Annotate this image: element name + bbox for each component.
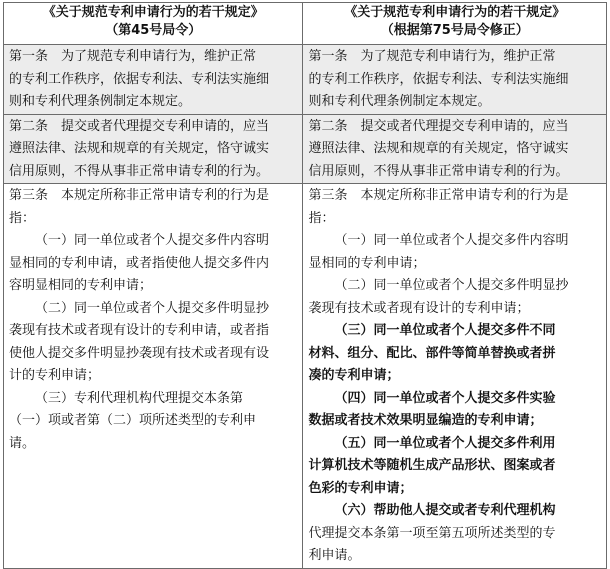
article-3-right-item-5: （五）同一单位或者个人提交多件利用 bbox=[334, 435, 556, 451]
article-3-left-line: 使他人提交多件明显抄袭现有技术或者现有设 bbox=[9, 345, 270, 361]
header-row bbox=[4, 3, 607, 45]
article-3-right-line: 利申请。 bbox=[308, 548, 361, 563]
article-3-left-line: 指： bbox=[9, 210, 36, 226]
article-1-left bbox=[4, 45, 303, 115]
article-3-left-item-1: （一）同一单位或者个人提交多件内容明 bbox=[35, 233, 270, 248]
article-3-right-item-1: （一）同一单位或者个人提交多件内容明 bbox=[334, 233, 569, 248]
article-2-row bbox=[4, 114, 607, 184]
header-left bbox=[4, 3, 303, 45]
article-3-right-item-4: （四）同一单位或者个人提交多件实验 bbox=[334, 390, 556, 406]
article-2-right-line: 遵照法律、法规和规章的有关规定，恪守诚实 bbox=[308, 141, 569, 156]
article-3-right-line: 凑的专利申请； bbox=[308, 368, 400, 383]
article-3-left-line: 袭现有技术或者现有设计的专利申请，或者指 bbox=[9, 323, 270, 338]
comparison-table bbox=[3, 2, 607, 569]
header-left-subtitle: （第45号局令） bbox=[105, 23, 202, 38]
article-3-right-item-6: （六）帮助他人提交或者专利代理机构 bbox=[334, 503, 556, 518]
article-3-left bbox=[4, 184, 303, 569]
article-3-left-line: 第三条 本规定所称非正常申请专利的行为是 bbox=[9, 188, 270, 203]
header-right bbox=[303, 3, 607, 45]
article-3-right-line: 袭现有技术或者现有设计的专利申请； bbox=[308, 300, 530, 316]
article-3-right-item-2: （二）同一单位或者个人提交多件明显抄 bbox=[334, 278, 569, 293]
article-3-left-item-3: （三）专利代理机构代理提交本条第 bbox=[35, 390, 244, 406]
article-2-right-line: 信用原则，不得从事非正常申请专利的行为。 bbox=[308, 163, 569, 179]
article-3-right-line: 指： bbox=[308, 210, 335, 226]
article-1-right-line: 则和专利代理条例制定本规定。 bbox=[308, 94, 491, 109]
article-3-left-line: 容明显相同的专利申请； bbox=[9, 278, 153, 293]
article-3-right-line: 数据或者技术效果明显编造的专利申请； bbox=[308, 413, 543, 428]
article-3-right-item-3: （三）同一单位或者个人提交多件不同 bbox=[334, 323, 556, 338]
article-3-left-line: 显相同的专利申请，或者指使他人提交多件内 bbox=[9, 255, 270, 271]
article-1-left-line: 的专利工作秩序，依据专利法、专利法实施细 bbox=[9, 71, 270, 87]
article-3-right-line: 色彩的专利申请； bbox=[308, 480, 413, 496]
article-3-left-line: 请。 bbox=[9, 435, 36, 451]
article-3-right-line: 计算机技术等随机生成产品形状、图案或者 bbox=[308, 458, 556, 473]
article-1-left-line: 第一条 为了规范专利申请行为，维护正常 bbox=[9, 49, 257, 64]
article-3-left-item-2: （二）同一单位或者个人提交多件明显抄 bbox=[35, 300, 270, 316]
header-right-title: 《关于规范专利申请行为的若干规定》 bbox=[344, 5, 566, 20]
article-2-left bbox=[4, 114, 303, 184]
article-1-right-line: 第一条 为了规范专利申请行为，维护正常 bbox=[308, 49, 556, 64]
article-2-left-line: 第二条 提交或者代理提交专利申请的，应当 bbox=[9, 118, 270, 134]
header-right-subtitle: （根据第75号局令修正） bbox=[380, 23, 529, 38]
article-3-right-line: 代理提交本条第一项至第五项所述类型的专 bbox=[308, 525, 556, 541]
article-1-left-line: 则和专利代理条例制定本规定。 bbox=[9, 94, 192, 109]
article-3-row bbox=[4, 184, 607, 569]
header-left-title: 《关于规范专利申请行为的若干规定》 bbox=[42, 5, 264, 20]
article-3-right-line: 显相同的专利申请； bbox=[308, 255, 426, 271]
article-2-left-line: 遵照法律、法规和规章的有关规定，恪守诚实 bbox=[9, 141, 270, 156]
article-3-right-line: 材料、组分、配比、部件等简单替换或者拼 bbox=[308, 345, 556, 361]
article-3-left-line: （一）项或者第（二）项所述类型的专利申 bbox=[9, 413, 257, 428]
article-3-right-line: 第三条 本规定所称非正常申请专利的行为是 bbox=[308, 188, 569, 203]
article-1-row bbox=[4, 45, 607, 115]
article-2-right-line: 第二条 提交或者代理提交专利申请的，应当 bbox=[308, 118, 569, 134]
article-2-right bbox=[303, 114, 607, 184]
article-1-right-line: 的专利工作秩序，依据专利法、专利法实施细 bbox=[308, 71, 569, 87]
article-1-right bbox=[303, 45, 607, 115]
article-3-right bbox=[303, 184, 607, 569]
article-3-left-line: 计的专利申请； bbox=[9, 368, 101, 383]
article-2-left-line: 信用原则，不得从事非正常申请专利的行为。 bbox=[9, 163, 270, 179]
